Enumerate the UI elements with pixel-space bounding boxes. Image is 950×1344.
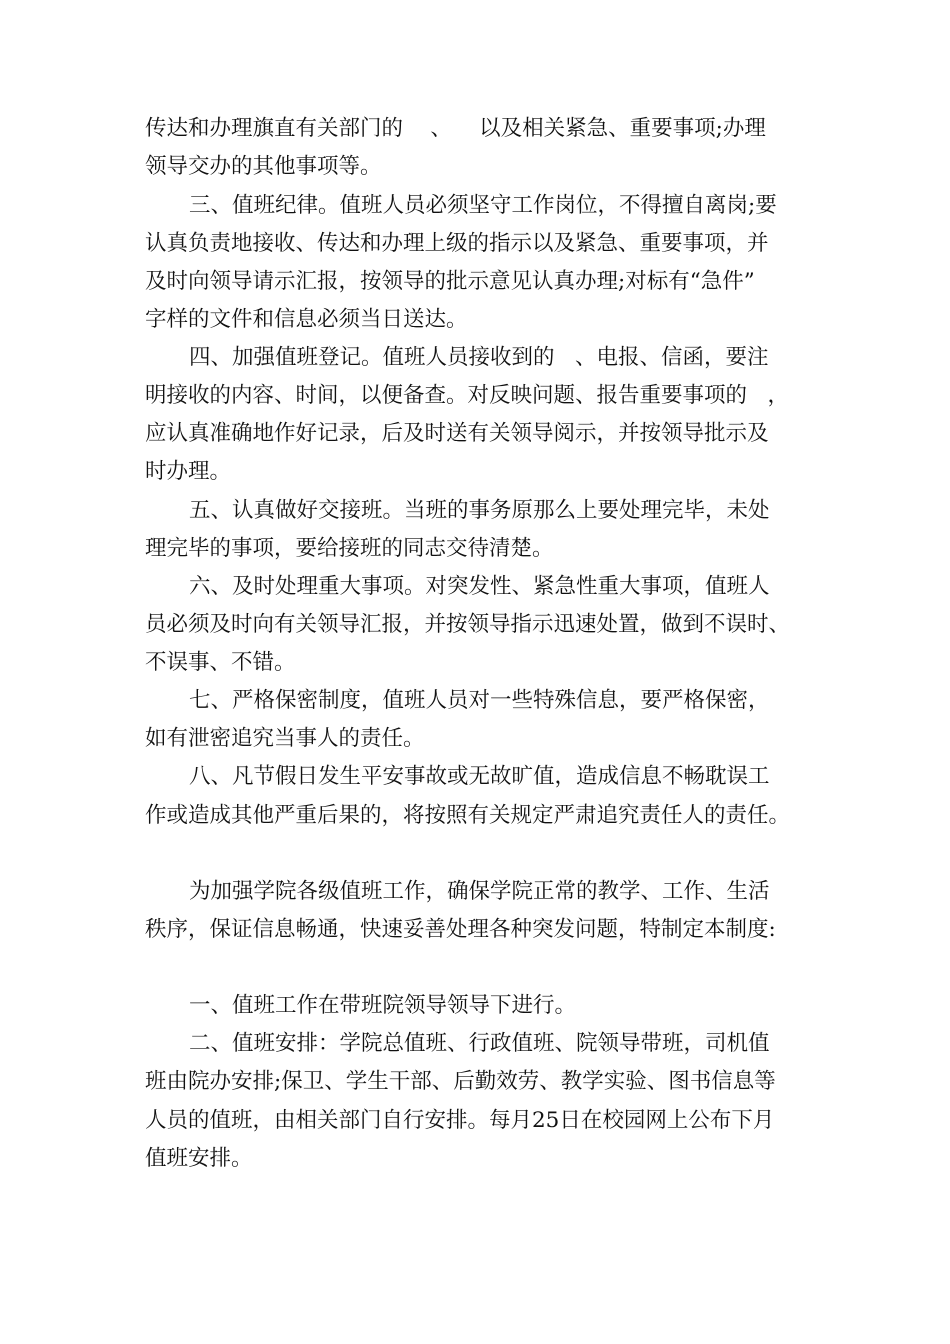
text-line: 秩序，保证信息畅通，快速妥善处理各种突发问题，特制定本制度:	[145, 917, 776, 942]
text-line: 时办理。	[145, 459, 232, 484]
text-line: 七、严格保密制度，值班人员对一些特殊信息，要严格保密，	[189, 688, 770, 713]
text-line: 八、凡节假日发生平安事故或无故旷值，造成信息不畅耽误工	[189, 764, 770, 789]
text-line: 传达和办理旗直有关部门的 、 以及相关紧急、重要事项;办理	[145, 116, 766, 141]
text-line: 如有泄密追究当事人的责任。	[145, 726, 425, 751]
text-line: 作或造成其他严重后果的，将按照有关规定严肃追究责任人的责任。	[145, 803, 791, 828]
text-line: 四、加强值班登记。值班人员接收到的 、电报、信函，要注	[189, 345, 769, 370]
text-line: 应认真准确地作好记录，后及时送有关领导阅示，并按领导批示及	[145, 421, 769, 446]
text-line: 六、及时处理重大事项。对突发性、紧急性重大事项，值班人	[189, 574, 770, 599]
text-line: 班由院办安排;保卫、学生干部、后勤效劳、教学实验、图书信息等	[145, 1069, 776, 1094]
text-line: 不误事、不错。	[145, 650, 296, 675]
text-line: 明接收的内容、时间，以便备查。对反映问题、报告重要事项的 ，	[145, 383, 790, 408]
text-line: 二、值班安排：学院总值班、行政值班、院领导带班，司机值	[189, 1031, 770, 1056]
text-line: 为加强学院各级值班工作，确保学院正常的教学、工作、生活	[189, 879, 770, 904]
text-line: 值班安排。	[145, 1146, 253, 1171]
text-line: 三、值班纪律。值班人员必须坚守工作岗位，不得擅自离岗;要	[189, 193, 777, 218]
text-line: 字样的文件和信息必须当日送达。	[145, 307, 468, 332]
text-line: 认真负责地接收、传达和办理上级的指示以及紧急、重要事项，并	[145, 231, 769, 256]
text-line: 人员的值班，由相关部门自行安排。每月25日在校园网上公布下月	[145, 1108, 775, 1133]
text-line: 领导交办的其他事项等。	[145, 154, 382, 179]
text-line: 理完毕的事项，要给接班的同志交待清楚。	[145, 536, 554, 561]
text-line: 员必须及时向有关领导汇报，并按领导指示迅速处置，做到不误时、	[145, 612, 791, 637]
text-line: 一、值班工作在带班院领导领导下进行。	[189, 993, 577, 1018]
text-line: 五、认真做好交接班。当班的事务原那么上要处理完毕，未处	[189, 498, 770, 523]
text-line: 及时向领导请示汇报，按领导的批示意见认真办理;对标有“急件”	[145, 269, 755, 294]
